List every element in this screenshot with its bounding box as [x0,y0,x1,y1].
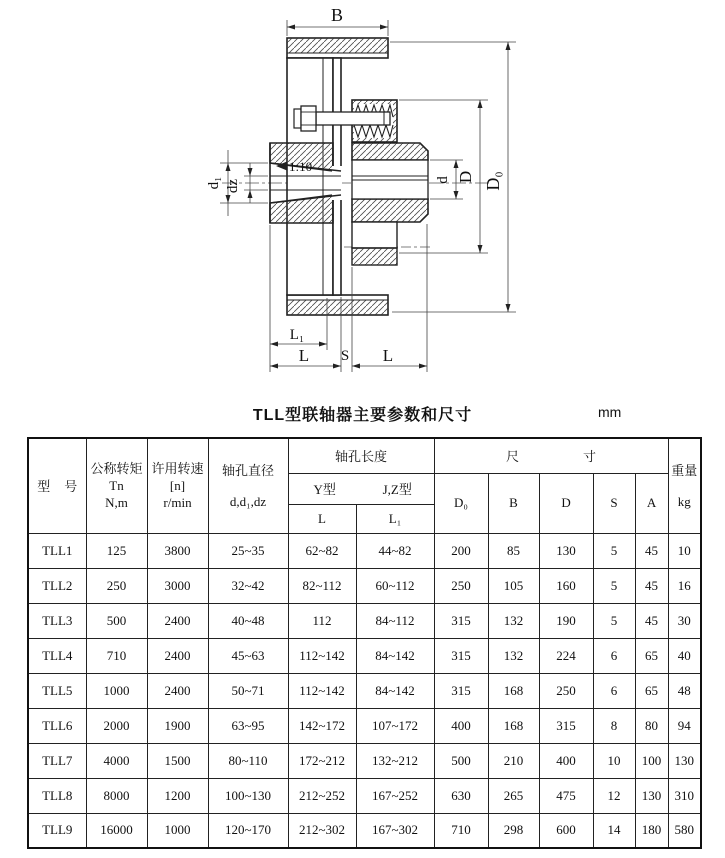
header-jz-type: J,Z型 [382,482,412,497]
table-cell: 3000 [147,568,208,603]
header-bore-length: 轴孔长度 [288,438,434,473]
table-cell: 142~172 [288,708,356,743]
table-cell: 84~142 [356,673,434,708]
table-cell: 25~35 [208,533,288,568]
table-cell: 84~142 [356,638,434,673]
table-cell: 298 [488,813,539,848]
table-cell: 200 [434,533,488,568]
dim-S: S [340,348,350,364]
table-cell: 80~110 [208,743,288,778]
table-row [28,778,701,813]
table-cell: 2400 [147,673,208,708]
dim-L-right: L [382,346,394,365]
table-body [28,533,701,848]
header-S: S [593,473,635,533]
table-cell: 3800 [147,533,208,568]
table-cell: 12 [593,778,635,813]
table-cell: TLL2 [28,568,86,603]
table-cell: 212~252 [288,778,356,813]
header-torque: 公称转矩 Tn N,m [86,438,147,533]
table-cell: 168 [488,673,539,708]
table-cell: 475 [539,778,593,813]
table-row [28,708,701,743]
table-cell: 48 [668,673,701,708]
dim-dz: dz [225,178,241,194]
table-cell: 112 [288,603,356,638]
table-row [28,813,701,848]
table-cell: TLL4 [28,638,86,673]
table-cell: 130 [668,743,701,778]
table-cell: 710 [434,813,488,848]
table-cell: 112~142 [288,673,356,708]
table-cell: 44~82 [356,533,434,568]
dim-L1: L₁ [289,327,305,343]
table-cell: 630 [434,778,488,813]
table-cell: 172~212 [288,743,356,778]
table-cell: 6 [593,673,635,708]
table-cell: TLL8 [28,778,86,813]
table-cell: 10 [593,743,635,778]
table-cell: 310 [668,778,701,813]
dim-D0: D₀ [483,171,503,191]
dim-D: D [456,170,475,184]
table-cell: 250 [434,568,488,603]
table-cell: 190 [539,603,593,638]
table-cell: 112~142 [288,638,356,673]
table-cell: 130 [539,533,593,568]
header-B: B [488,473,539,533]
table-cell: 600 [539,813,593,848]
table-cell: 65 [635,638,668,673]
table-cell: 40 [668,638,701,673]
table-cell: 84~112 [356,603,434,638]
table-cell: 32~42 [208,568,288,603]
header-hole-types [288,473,434,504]
table-cell: TLL9 [28,813,86,848]
header-speed: 许用转速 [n] r/min [147,438,208,533]
table-cell: 132 [488,603,539,638]
header-model-char1: 型 [37,479,51,495]
table-cell: TLL5 [28,673,86,708]
table-cell: 168 [488,708,539,743]
table-row [28,638,701,673]
coupling-drawing [0,0,725,400]
header-y-type: Y型 [313,482,336,497]
table-cell: 45 [635,533,668,568]
table-cell: TLL7 [28,743,86,778]
table-cell: 62~82 [288,533,356,568]
header-D: D [539,473,593,533]
table-cell: 315 [434,638,488,673]
table-cell: 210 [488,743,539,778]
table-row [28,568,701,603]
table-cell: 94 [668,708,701,743]
table-cell: 107~172 [356,708,434,743]
table-cell: 40~48 [208,603,288,638]
header-model-char2: 号 [64,479,78,495]
table-row [28,673,701,708]
header-model [28,438,86,533]
table-cell: 105 [488,568,539,603]
table-cell: 80 [635,708,668,743]
table-cell: 400 [539,743,593,778]
dim-taper: 1:10 [289,159,313,174]
table-cell: 167~302 [356,813,434,848]
table-cell: 125 [86,533,147,568]
table-cell: TLL6 [28,708,86,743]
table-cell: 60~112 [356,568,434,603]
table-cell: 2000 [86,708,147,743]
table-cell: 5 [593,533,635,568]
table-cell: 250 [539,673,593,708]
table-cell: 315 [434,603,488,638]
table-cell: 132 [488,638,539,673]
table-cell: TLL3 [28,603,86,638]
table-cell: 120~170 [208,813,288,848]
table-cell: 16 [668,568,701,603]
table-cell: 10 [668,533,701,568]
table-row [28,743,701,778]
table-cell: 8000 [86,778,147,813]
table-cell: 1000 [147,813,208,848]
table-cell: 710 [86,638,147,673]
table-cell: 45~63 [208,638,288,673]
table-cell: 45 [635,603,668,638]
table-cell: 400 [434,708,488,743]
header-A: A [635,473,668,533]
table-cell: 85 [488,533,539,568]
table-cell: 5 [593,568,635,603]
table-cell: 30 [668,603,701,638]
table-cell: 315 [434,673,488,708]
table-cell: 180 [635,813,668,848]
table-cell: 315 [539,708,593,743]
table-cell: 100 [635,743,668,778]
table-cell: 580 [668,813,701,848]
table-cell: 212~302 [288,813,356,848]
title-row [0,402,725,428]
table-cell: 167~252 [356,778,434,813]
parameters-table [27,437,702,849]
dim-d1: d₁ [206,176,222,190]
header-weight: 重量 kg [668,438,701,533]
dim-d: d [435,176,451,184]
table-cell: 265 [488,778,539,813]
table-row [28,603,701,638]
table-cell: 65 [635,673,668,708]
table-cell: 16000 [86,813,147,848]
table-cell: 4000 [86,743,147,778]
table-cell: TLL1 [28,533,86,568]
table-cell: 14 [593,813,635,848]
table-cell: 1000 [86,673,147,708]
table-cell: 6 [593,638,635,673]
table-cell: 500 [86,603,147,638]
table-cell: 50~71 [208,673,288,708]
table-cell: 500 [434,743,488,778]
table-cell: 132~212 [356,743,434,778]
page-title: TLL型联轴器主要参数和尺寸 [252,407,473,424]
table-cell: 1500 [147,743,208,778]
table-cell: 1900 [147,708,208,743]
table-cell: 63~95 [208,708,288,743]
header-D0: D₀ [434,473,488,533]
unit-label: mm [598,404,622,420]
dim-B: B [330,5,344,25]
header-bore-diameter: 轴孔直径 d,d₁,dz [208,438,288,533]
table-cell: 1200 [147,778,208,813]
table-cell: 8 [593,708,635,743]
table-cell: 2400 [147,638,208,673]
table-cell: 82~112 [288,568,356,603]
header-L: L [288,504,356,533]
header-dimensions: 尺 寸 [434,438,668,473]
dim-L-left: L [298,346,310,365]
table-row [28,533,701,568]
table-cell: 160 [539,568,593,603]
table-cell: 5 [593,603,635,638]
table-cell: 45 [635,568,668,603]
table-cell: 100~130 [208,778,288,813]
table-cell: 250 [86,568,147,603]
table-cell: 130 [635,778,668,813]
header-L1: L₁ [356,504,434,533]
table-cell: 224 [539,638,593,673]
table-cell: 2400 [147,603,208,638]
